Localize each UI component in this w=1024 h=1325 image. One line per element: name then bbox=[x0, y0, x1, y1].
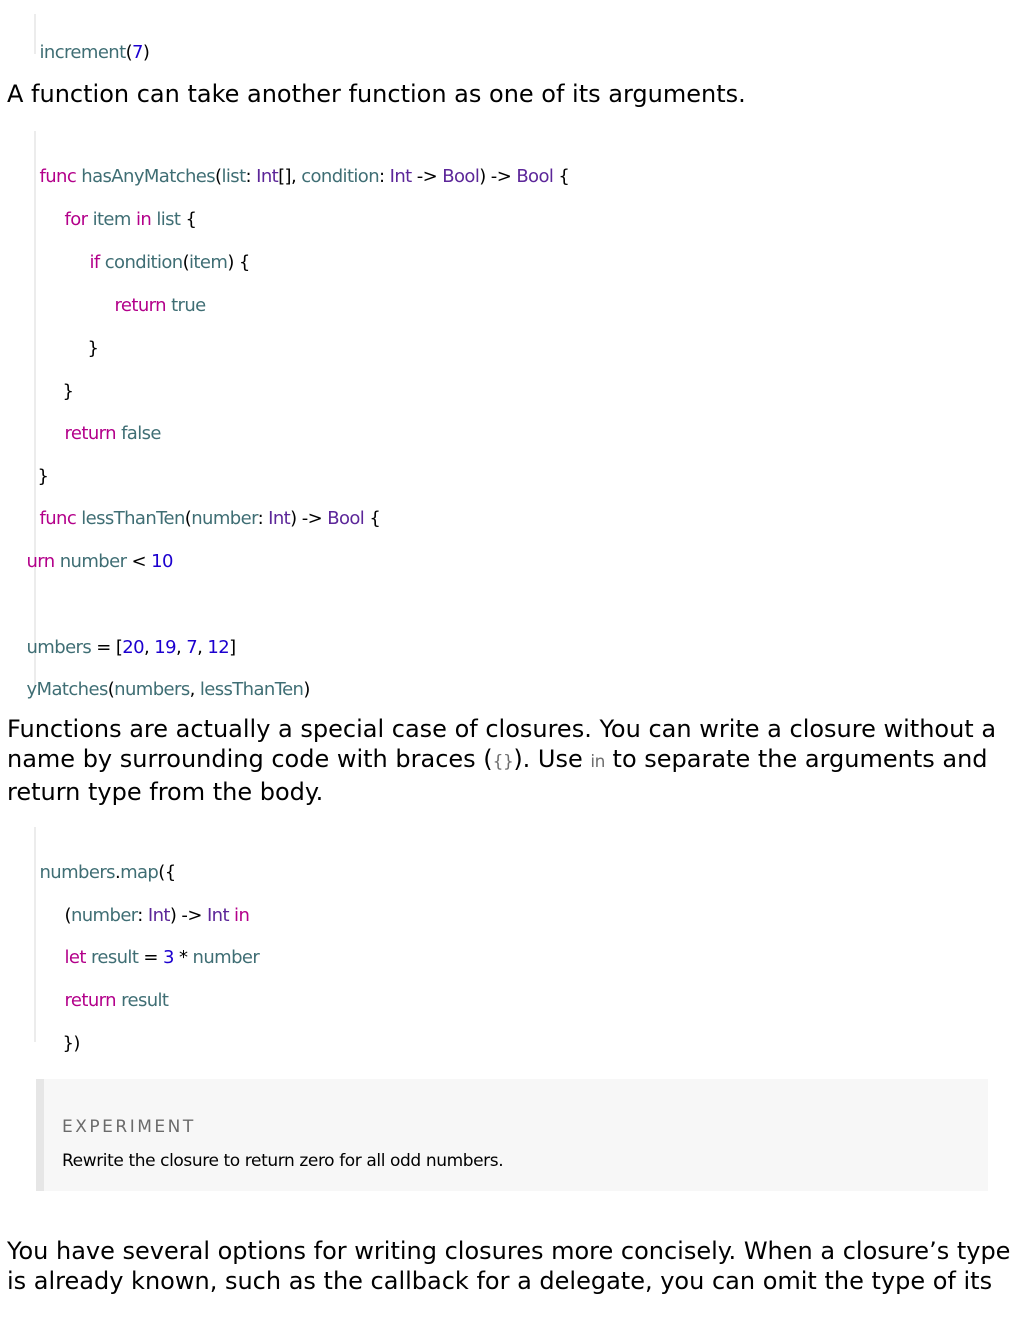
code-token: , bbox=[144, 637, 150, 658]
code-token: for bbox=[64, 209, 88, 230]
experiment-box bbox=[36, 1079, 988, 1191]
code-token: urn bbox=[26, 551, 55, 572]
inline-code-in: in bbox=[590, 752, 605, 772]
code-token: map bbox=[120, 862, 159, 883]
code-token: hasAnyMatches bbox=[81, 166, 216, 187]
code-token: number bbox=[59, 551, 127, 572]
code-token: Bool bbox=[516, 166, 554, 187]
code-token: ( bbox=[125, 42, 132, 63]
code-token: return bbox=[64, 423, 116, 444]
code-token: { bbox=[185, 209, 197, 230]
code-token: } bbox=[87, 338, 99, 359]
code-token: = bbox=[143, 947, 158, 968]
code-token: ) bbox=[169, 905, 177, 926]
code-line bbox=[6, 658, 310, 721]
code-token: : bbox=[137, 905, 143, 926]
code-token: number bbox=[192, 947, 260, 968]
code-token: , bbox=[197, 637, 203, 658]
code-token: lessThanTen bbox=[81, 508, 185, 529]
code-token: ( bbox=[215, 166, 222, 187]
code-token: false bbox=[121, 423, 161, 444]
code-token: Int bbox=[389, 166, 412, 187]
paragraph-closures: Functions are actually a special case of closures. You can write a closure without a name by surrounding code with braces ({}). Use in to separate the arguments and return type from the body. bbox=[7, 715, 997, 806]
code-block-rule bbox=[34, 131, 36, 687]
code-token: condition bbox=[301, 166, 380, 187]
code-token: : bbox=[245, 166, 251, 187]
code-token: func bbox=[39, 166, 77, 187]
paragraph-concise-closures: You have several options for writing closures more concisely. When a closure’s type is already known, such as the callback for a delegate, you can omit the type of its bbox=[7, 1237, 1011, 1295]
code-token: list bbox=[156, 209, 181, 230]
code-token: 10 bbox=[151, 551, 173, 572]
code-token: func bbox=[39, 508, 77, 529]
code-token: return bbox=[64, 990, 116, 1011]
code-token: [ bbox=[115, 637, 123, 658]
code-token: Int bbox=[256, 166, 279, 187]
code-token: result bbox=[90, 947, 139, 968]
code-token: umbers bbox=[26, 637, 92, 658]
code-token: number bbox=[70, 905, 138, 926]
code-token: return bbox=[114, 295, 166, 316]
experiment-text: Rewrite the closure to return zero for all odd numbers. bbox=[62, 1151, 504, 1171]
code-token: 12 bbox=[207, 637, 230, 658]
code-token: [], bbox=[278, 166, 297, 187]
code-token: : bbox=[257, 508, 264, 529]
code-token: numbers bbox=[39, 862, 115, 883]
inline-code-braces: {} bbox=[492, 752, 514, 772]
code-token: }) bbox=[62, 1033, 80, 1054]
code-token: ( bbox=[184, 508, 192, 529]
code-token: number bbox=[191, 508, 258, 529]
code-token: * bbox=[179, 947, 188, 968]
code-token: 3 bbox=[163, 947, 174, 968]
code-token: ( bbox=[64, 905, 71, 926]
code-token: ) bbox=[303, 679, 310, 700]
code-token: item bbox=[92, 209, 131, 230]
code-token: : bbox=[379, 166, 385, 187]
code-token: in bbox=[135, 209, 152, 230]
code-token: numbers bbox=[114, 679, 190, 700]
code-token: 7 bbox=[132, 42, 143, 63]
code-token: ) bbox=[290, 508, 297, 529]
code-token: , bbox=[175, 637, 182, 658]
code-block-increment bbox=[0, 14, 1024, 63]
code-token: let bbox=[64, 947, 86, 968]
code-token: item bbox=[189, 252, 228, 273]
code-token: ] bbox=[229, 637, 236, 658]
code-token: ) bbox=[479, 166, 486, 187]
code-token: { bbox=[238, 252, 250, 273]
code-token: Int bbox=[147, 905, 170, 926]
code-block-has-any-matches bbox=[0, 131, 1024, 700]
code-token: } bbox=[37, 466, 49, 487]
code-token: Int bbox=[268, 508, 291, 529]
code-token: Int bbox=[206, 905, 229, 926]
code-line bbox=[6, 530, 173, 593]
code-token: Bool bbox=[442, 166, 480, 187]
code-token: ( bbox=[107, 679, 115, 700]
code-token: result bbox=[121, 990, 169, 1011]
code-token: } bbox=[62, 381, 74, 402]
code-line bbox=[19, 21, 149, 84]
code-token: lessThanTen bbox=[199, 679, 304, 700]
code-token: { bbox=[558, 166, 570, 187]
code-token: 7 bbox=[186, 637, 198, 658]
code-line bbox=[44, 402, 161, 465]
code-token: -> bbox=[490, 166, 512, 187]
code-line bbox=[42, 1012, 80, 1075]
code-token: 19 bbox=[154, 637, 176, 658]
experiment-title: EXPERIMENT bbox=[62, 1117, 196, 1137]
code-token: -> bbox=[301, 508, 323, 529]
code-token: ) bbox=[227, 252, 234, 273]
code-token: ( bbox=[182, 252, 190, 273]
code-token: Bool bbox=[327, 508, 365, 529]
code-token: . bbox=[114, 862, 121, 883]
code-line bbox=[94, 274, 206, 337]
code-token: -> bbox=[181, 905, 202, 926]
code-token: , bbox=[189, 679, 195, 700]
code-token: < bbox=[131, 551, 146, 572]
code-token: yMatches bbox=[26, 679, 108, 700]
paragraph-function-arguments: A function can take another function as one of its arguments. bbox=[7, 80, 746, 108]
code-token: -> bbox=[416, 166, 438, 187]
code-token: in bbox=[234, 905, 250, 926]
code-token: 20 bbox=[122, 637, 145, 658]
code-token: increment bbox=[39, 42, 126, 63]
code-token: ) bbox=[142, 42, 150, 63]
code-token: { bbox=[369, 508, 381, 529]
code-block-numbers-map bbox=[0, 827, 1024, 1054]
code-token: list bbox=[221, 166, 246, 187]
code-token: = bbox=[96, 637, 111, 658]
code-token: if bbox=[89, 252, 100, 273]
code-token: condition bbox=[104, 252, 183, 273]
code-token: true bbox=[171, 295, 206, 316]
code-token: ({ bbox=[158, 862, 176, 883]
